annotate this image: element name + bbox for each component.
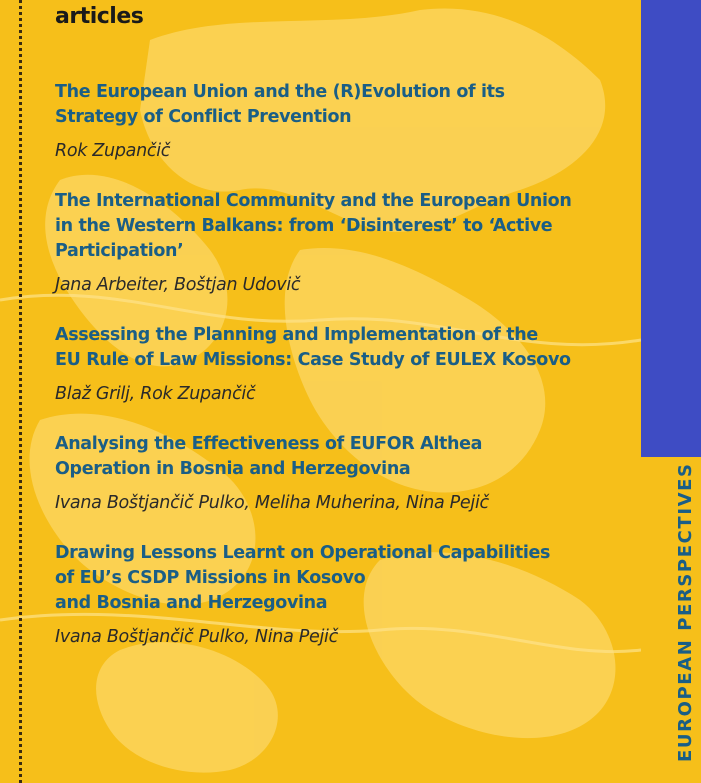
article-title-line: Strategy of Conflict Prevention [55, 107, 352, 127]
dotted-margin-line [19, 0, 22, 783]
article-item[interactable] [55, 541, 625, 650]
article-authors: Rok Zupančič [55, 141, 171, 161]
sidebar [641, 0, 701, 783]
article-item[interactable] [55, 323, 625, 407]
article-title-line: Drawing Lessons Learnt on Operational Capabilities [55, 543, 551, 563]
article-title[interactable] [55, 323, 625, 373]
sidebar-color-block [641, 0, 701, 457]
section-heading: articles [55, 4, 144, 29]
article-authors: Ivana Boštjančič Pulko, Meliha Muherina, Nina Pejič [55, 493, 489, 513]
article-authors: Blaž Grilj, Rok Zupančič [55, 384, 256, 404]
article-title[interactable] [55, 80, 625, 130]
article-title-line: Assessing the Planning and Implementation of the [55, 325, 538, 345]
article-title-line: Participation’ [55, 241, 184, 261]
article-item[interactable] [55, 80, 625, 164]
article-title[interactable] [55, 541, 625, 616]
article-item[interactable] [55, 432, 625, 516]
article-authors: Ivana Boštjančič Pulko, Nina Pejič [55, 627, 338, 647]
article-authors: Jana Arbeiter, Boštjan Udovič [55, 275, 301, 295]
article-list [55, 80, 625, 650]
article-title[interactable] [55, 189, 625, 264]
article-title-line: Operation in Bosnia and Herzegovina [55, 459, 411, 479]
article-title[interactable] [55, 432, 625, 482]
article-title-line: of EU’s CSDP Missions in Kosovo [55, 568, 366, 588]
sidebar-label: EUROPEAN PERSPECTIVES [675, 462, 696, 762]
article-item[interactable] [55, 189, 625, 298]
article-title-line: EU Rule of Law Missions: Case Study of EULEX Kosovo [55, 350, 571, 370]
article-title-line: The International Community and the European Union [55, 191, 572, 211]
article-title-line: in the Western Balkans: from ‘Disinterest’ to ‘Active [55, 216, 553, 236]
article-title-line: and Bosnia and Herzegovina [55, 593, 328, 613]
article-title-line: Analysing the Effectiveness of EUFOR Althea [55, 434, 483, 454]
article-title-line: The European Union and the (R)Evolution of its [55, 82, 505, 102]
